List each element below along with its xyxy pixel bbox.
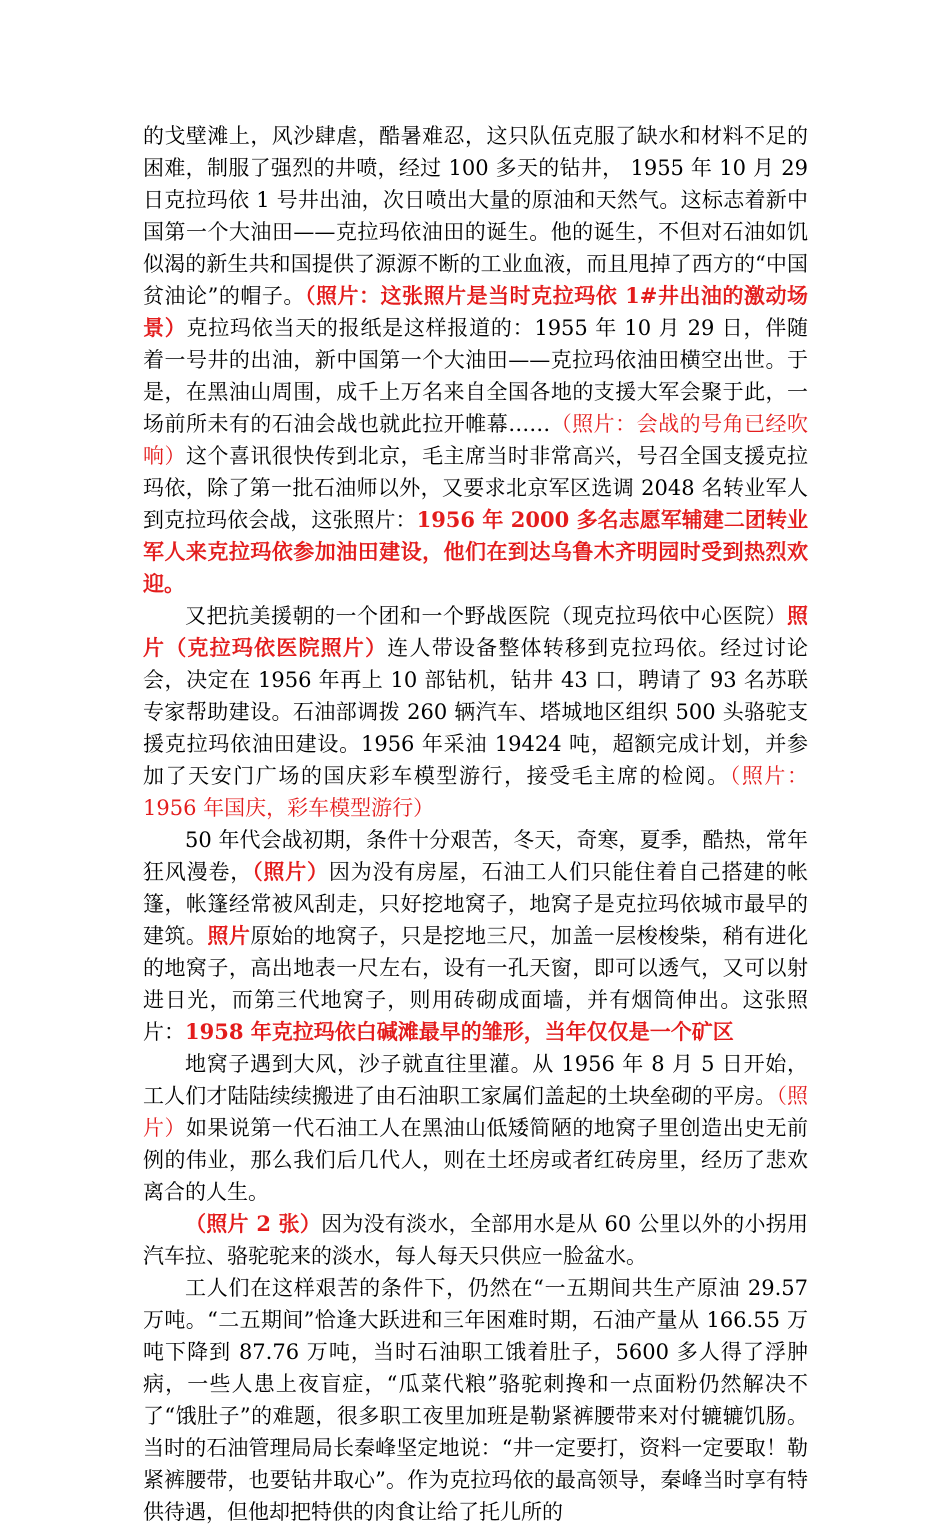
photo-caption: 1956 年 2000 多名志愿军辅建二团转业军人来克拉玛依参加油田建设，他们在到达乌鲁木齐明园时受到热烈欢迎。 [143, 507, 809, 596]
text-run: 原始的地窝子，只是挖地三尺，加盖一层梭梭柴，稍有进化的地窝子，高出地表一尺左右，设有一孔天窗，即可以透气，又可以射进日光，而第三代地窝子，则用砖砌成面墙，并有烟筒伸出。这张照片： [143, 924, 809, 1044]
photo-note: （照片） [252, 859, 329, 884]
photo-note: （照片 2 张） [185, 1211, 322, 1236]
text-run: 50 年代会战初期，条件十分艰苦，冬天，奇寒，夏季，酷热，常年狂风漫卷， [143, 828, 808, 884]
text-run: 如果说第一代石油工人在黑油山低矮简陋的地窝子里创造出史无前例的伟业，那么我们后几代人，则在土坯房或者红砖房里，经历了悲欢离合的人生。 [143, 1116, 809, 1204]
photo-note: （照片：会战的号角已经吹响） [143, 412, 809, 468]
text-run: 因为没有淡水，全部用水是从 60 公里以外的小拐用汽车拉、骆驼驼来的淡水，每人每天只供应一脸盆水。 [143, 1212, 808, 1268]
photo-note: （照片：这张照片是当时克拉玛依 1#井出油的激动场景） [143, 283, 808, 340]
text-run: 这个喜讯很快传到北京，毛主席当时非常高兴，号召全国支援克拉玛依，除了第一批石油师以外，又要求北京军区选调 2048 名转业军人到克拉玛依会战，这张照片： [143, 444, 809, 532]
paragraph-5 [143, 1208, 808, 1272]
paragraph-2 [143, 600, 808, 824]
paragraph-6 [143, 1272, 808, 1528]
photo-note: （照片：1956 年国庆，彩车模型游行） [143, 764, 809, 820]
paragraph-1 [143, 120, 808, 600]
text-run: 工人们在这样艰苦的条件下，仍然在“一五期间共生产原油 29.57 万吨。“二五期间”恰逢大跃进和三年困难时期，石油产量从 166.55 万吨下降到 87.76 万吨，当时石油职工饿着肚子，5600 多人得了浮肿病，一些人患上夜盲症，“瓜菜代粮”骆驼刺搀和一点面粉仍然解决不了“饿肚子”的难题，很多职工夜里加班是勒紧裤腰带来对付辘辘饥肠。当时的石油管理局局长秦峰坚定地说：“井一定要打，资料一定要取！勒紧裤腰带，也要钻井取心”。作为克拉玛依的最高领导，秦峰当时享有特供待遇，但他却把特供的肉食让给了托儿所的 [143, 1276, 808, 1524]
text-run: 因为没有房屋，石油工人们只能住着自己搭建的帐篷，帐篷经常被风刮走，只好挖地窝子，地窝子是克拉玛依城市最早的建筑。 [143, 860, 809, 948]
text-run: 连人带设备整体转移到克拉玛依。经过讨论会，决定在 1956 年再上 10 部钻机，钻井 43 口，聘请了 93 名苏联专家帮助建设。石油部调拨 260 辆汽车、塔城地区组织 500 头骆驼支援克拉玛依油田建设。1956 年采油 19424 吨，超额完成计划，并参加了天安门广场的国庆彩车模型游行，接受毛主席的检阅。 [143, 636, 809, 788]
document-page [143, 120, 808, 1528]
paragraph-3 [143, 824, 808, 1048]
photo-note: （照片） [143, 1084, 809, 1140]
text-run: 克拉玛依当天的报纸是这样报道的：1955 年 10 月 29 日，伴随着一号井的出油，新中国第一个大油田——克拉玛依油田横空出世。于是，在黑油山周围，成千上万名来自全国各地的支援大军会聚于此，一场前所未有的石油会战也就此拉开帷幕…… [143, 316, 808, 436]
text-run: 的戈壁滩上，风沙肆虐，酷暑难忍，这只队伍克服了缺水和材料不足的困难，制服了强烈的井喷，经过 100 多天的钻井， 1955 年 10 月 29 日克拉玛依 1 号井出油，次日喷出大量的原油和天然气。这标志着新中国第一个大油田——克拉玛依油田的诞生。他的诞生，不但对石油如饥似渴的新生共和国提供了源源不断的工业血液，而且甩掉了西方的“中国贫油论”的帽子。 [143, 124, 808, 308]
photo-note: 照片（克拉玛依医院照片） [143, 603, 808, 660]
text-run: 地窝子遇到大风，沙子就直往里灌。从 1956 年 8 月 5 日开始，工人们才陆陆续续搬进了由石油职工家属们盖起的土块垒砌的平房。 [143, 1052, 808, 1108]
text-run: 又把抗美援朝的一个团和一个野战医院（现克拉玛依中心医院） [185, 604, 787, 628]
photo-note: 照片 [207, 923, 251, 948]
paragraph-4 [143, 1048, 808, 1208]
photo-caption: 1958 年克拉玛依白碱滩最早的雏形，当年仅仅是一个矿区 [185, 1019, 734, 1044]
